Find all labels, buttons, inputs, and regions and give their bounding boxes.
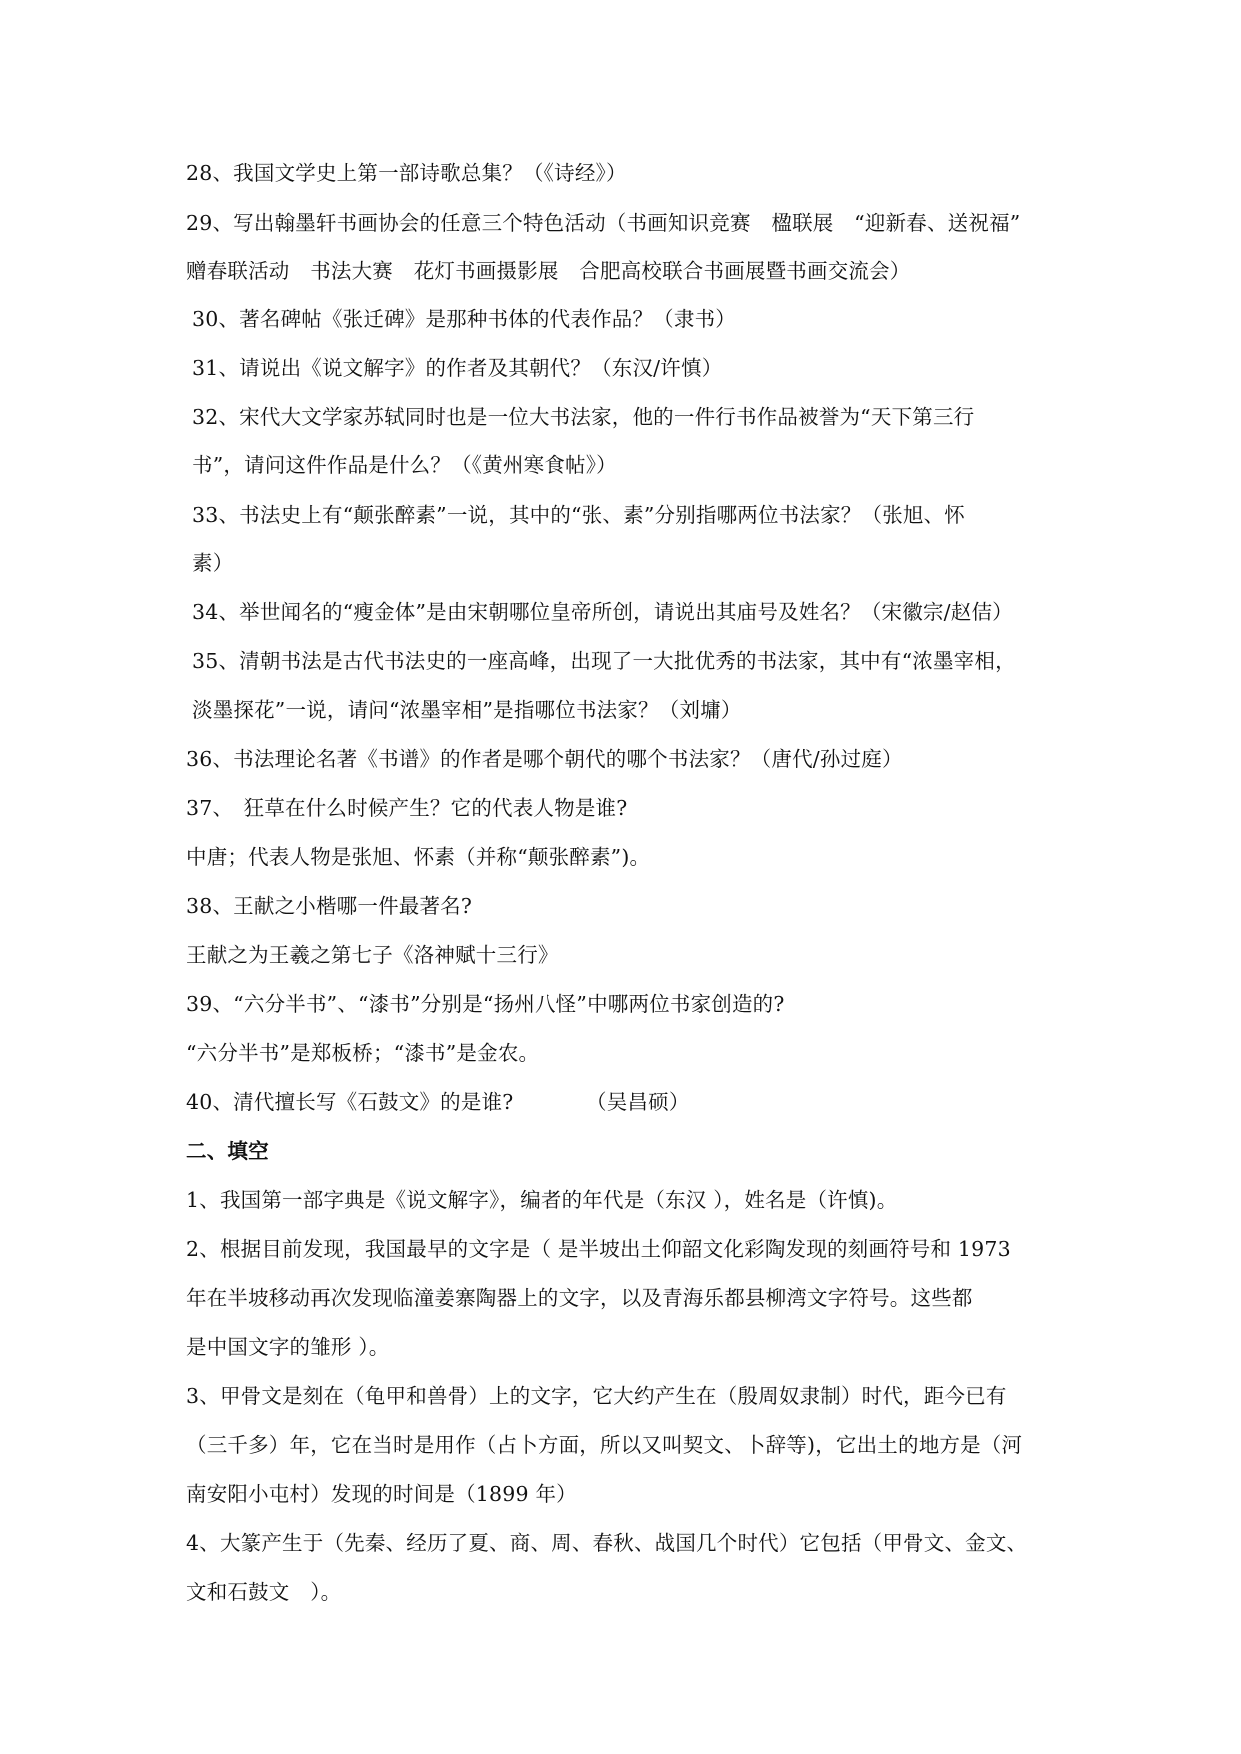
qa-38-answer: 王献之为王羲之第七子《洛神赋十三行》 <box>186 943 559 967</box>
fill-4-line-1: 4、大篆产生于（先秦、经历了夏、商、周、春秋、战国几个时代）它包括（甲骨文、金文、 <box>186 1531 1028 1555</box>
fill-3-line-3: 南安阳小屯村）发现的时间是（1899 年） <box>186 1482 577 1506</box>
qa-39-question: 39、“六分半书”、“漆书”分别是“扬州八怪”中哪两位书家创造的? <box>186 992 785 1016</box>
qa-38-question: 38、王献之小楷哪一件最著名? <box>186 894 473 918</box>
qa-39-answer: “六分半书”是郑板桥；“漆书”是金农。 <box>186 1041 540 1065</box>
qa-40: 40、清代擅长写《石鼓文》的是谁? （吴昌硕） <box>186 1090 690 1114</box>
qa-33-line-1: 33、书法史上有“颠张醉素”一说，其中的“张、素”分别指哪两位书法家？（张旭、怀 <box>192 503 966 527</box>
fill-2-line-3: 是中国文字的雏形 ）。 <box>186 1335 390 1359</box>
qa-37-question: 37、 狂草在什么时候产生？它的代表人物是谁? <box>186 796 628 820</box>
fill-3-line-1: 3、甲骨文是刻在（龟甲和兽骨）上的文字，它大约产生在（殷周奴隶制）时代，距今已有 <box>186 1384 1007 1408</box>
qa-35-line-1: 35、清朝书法是古代书法史的一座高峰，出现了一大批优秀的书法家，其中有“浓墨宰相， <box>192 649 1016 673</box>
qa-34: 34、举世闻名的“瘦金体”是由宋朝哪位皇帝所创，请说出其庙号及姓名？（宋徽宗/赵佶） <box>192 600 1013 624</box>
fill-2-line-2: 年在半坡移动再次发现临潼姜寨陶器上的文字，以及青海乐都县柳湾文字符号。这些都 <box>186 1286 973 1310</box>
qa-30: 30、著名碑帖《张迁碑》是那种书体的代表作品？（隶书） <box>192 307 736 331</box>
qa-29-line-1: 29、写出翰墨轩书画协会的任意三个特色活动（书画知识竞赛 楹联展 “迎新春、送祝福” <box>186 211 1021 235</box>
fill-1: 1、我国第一部字典是《说文解字》，编者的年代是（东汉 ），姓名是（许慎)。 <box>186 1188 898 1212</box>
section-heading: 二、填空 <box>186 1139 269 1163</box>
qa-32-line-2: 书”，请问这件作品是什么？（《黄州寒食帖》） <box>192 453 617 477</box>
qa-36: 36、书法理论名著《书谱》的作者是哪个朝代的哪个书法家？（唐代/孙过庭） <box>186 747 903 771</box>
fill-2-line-1: 2、根据目前发现，我国最早的文字是（ 是半坡出土仰韶文化彩陶发现的刻画符号和 1973 <box>186 1237 1011 1261</box>
fill-3-line-2: （三千多）年，它在当时是用作（占卜方面，所以又叫契文、卜辞等)，它出土的地方是（河 <box>186 1433 1023 1457</box>
qa-33-line-2: 素） <box>192 551 234 575</box>
qa-32-line-1: 32、宋代大文学家苏轼同时也是一位大书法家，他的一件行书作品被誉为“天下第三行 <box>192 405 975 429</box>
qa-29-line-2: 赠春联活动 书法大赛 花灯书画摄影展 合肥高校联合书画展暨书画交流会） <box>186 259 911 283</box>
qa-37-answer: 中唐；代表人物是张旭、怀素（并称“颠张醉素”)。 <box>186 845 651 869</box>
qa-31: 31、请说出《说文解字》的作者及其朝代？（东汉/许慎） <box>192 356 723 380</box>
fill-4-line-2: 文和石鼓文 ）。 <box>186 1580 342 1604</box>
qa-28: 28、我国文学史上第一部诗歌总集？（《诗经》） <box>186 161 627 185</box>
qa-35-line-2: 淡墨探花”一说，请问“浓墨宰相”是指哪位书法家？（刘墉） <box>192 698 742 722</box>
